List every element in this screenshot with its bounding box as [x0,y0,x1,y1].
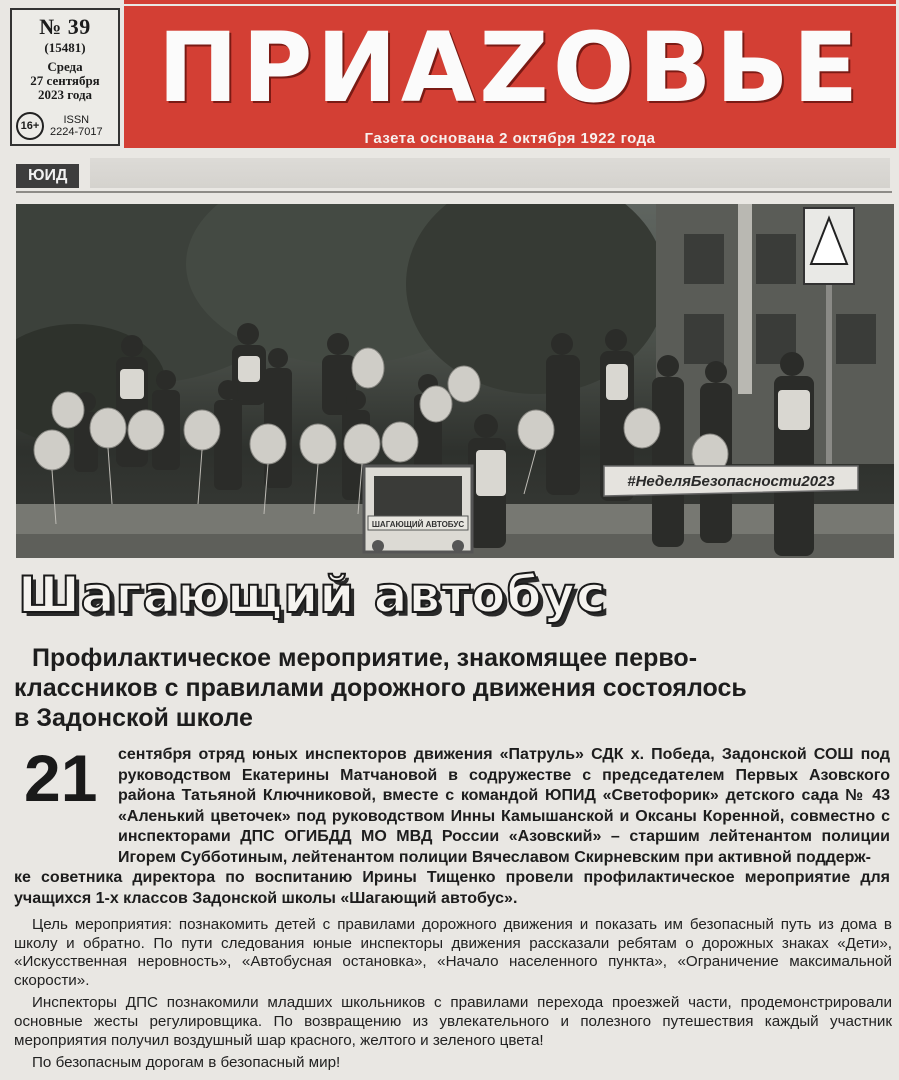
issn-number: 2224-7017 [50,126,103,138]
subheadline-line-1 [14,643,890,673]
lead-tail-text: ке советника директора по воспитанию Ирины Тищенко провели профилактическое мероприятие для учащихся 1-х классов Задонской школы «Шагающий автобус». [14,869,890,907]
show-through-noise [90,158,890,188]
rubric-strip [0,152,899,192]
issue-number: № 39 [39,14,91,39]
issn-label: ISSN [63,114,90,126]
body-paragraph-1: Цель мероприятия: познакомить детей с правилами дорожного движения и показать им безопасный путь из дома в школу и обратно. По пути следования юные инспекторы движения рассказали ребятам о дорожных знаках «Дети», «Искусственная неровность», «Автобусная остановка», «Начало населенного пункта», «Ограничение максимальной скорости». [14,916,892,989]
bus-sign-text: ШАГАЮЩИЙ АВТОБУС [371,520,465,529]
article-photo [16,204,894,558]
masthead-top-rule [124,0,896,4]
issue-footer [16,112,116,140]
subheadline-line-3: в Задонской школе [14,704,253,732]
lead-dropcap: 21 [24,741,98,815]
group-photo-illustration [16,204,894,558]
issue-year: 2023 года [37,87,93,102]
rubric-label: ЮИД [16,164,79,188]
article-lead [14,741,890,909]
masthead [0,0,899,148]
issue-weekday: Среда [47,59,83,74]
age-rating-badge: 16+ [16,112,44,140]
article-headline: Шагающий автобус [18,566,607,624]
banner-text: #НеделяБезопасности2023 [627,473,835,490]
article-subheadline [14,643,890,733]
subheadline-line-2: классников с правилами дорожного движения состоялось [14,674,747,702]
issue-date: 27 сентября [30,73,100,88]
issue-info-box [10,8,120,146]
rubric-divider [16,191,892,193]
issue-total-number: (15481) [44,40,86,55]
issn [50,114,103,138]
masthead-title-band [124,6,896,130]
article-body [14,916,892,1073]
body-paragraph-2: Инспекторы ДПС познакомили младших школьников с правилами перехода проезжей части, продемонстрировали основные жесты регулировщика. По возвращению из увлекательного и полезного путешествия каждый участник мероприятия получил воздушный шар красного, желтого и зеленого цвета! [14,994,892,1049]
newspaper-logo-title: ПРИАZОВЬЕ [157,12,863,124]
lead-main-text: сентября отряд юных инспекторов движения «Патруль» СДК х. Победа, Задонской СОШ под руководством Екатерины Матчановой в содружестве с председателем Первых Азовского района Татьяной Ключниковой, вместе с командой ЮПИД «Светофорик» детского сада № 43 «Аленький цветочек» под руководством Инны Камышанской и Оксаны Коренной, совместно с инспекторами ДПС ОГИБДД МО МВД России «Азовский» – старшим лейтенантом полиции Игорем Субботиным, лейтенантом полиции Вячеславом Скирневским при активной поддерж- [118,746,890,866]
founded-line: Газета основана 2 октября 1922 года [124,130,896,148]
body-paragraph-3: По безопасным дорогам в безопасный мир! [32,1054,341,1072]
subheadline-text-1: Профилактическое мероприятие, знакомящее перво- [32,644,698,672]
